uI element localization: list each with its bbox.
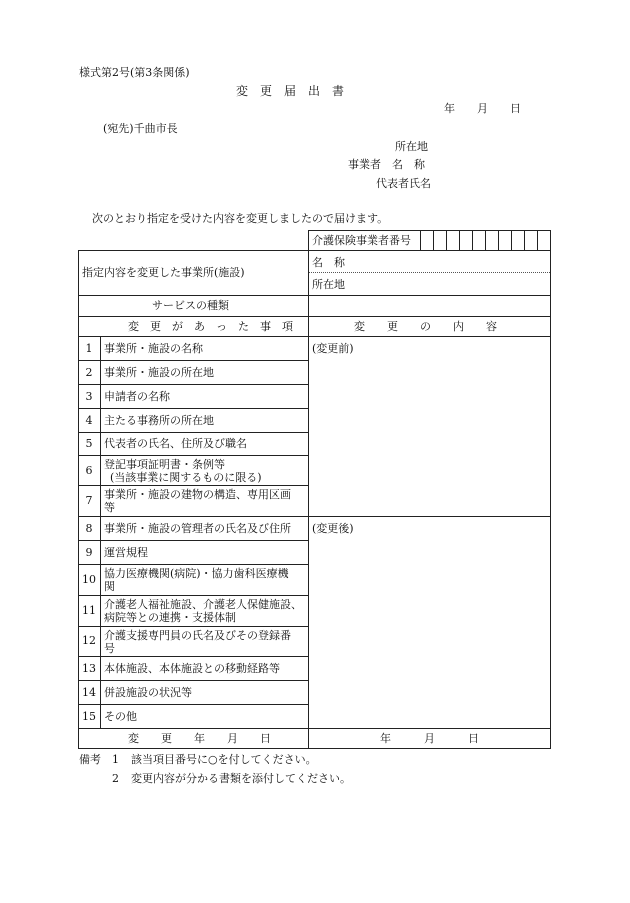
item-text-line2: 等 [104, 501, 115, 514]
item-number: 12 [82, 634, 96, 647]
form-number: 様式第2号(第3条関係) [79, 66, 190, 79]
office-address-label: 所在地 [312, 278, 345, 291]
item-number: 6 [85, 464, 93, 477]
item-text: 協力医療機関(病院)・協力歯科医療機 [104, 567, 289, 580]
item-number: 14 [82, 686, 96, 699]
item-text: その他 [104, 710, 137, 723]
note-text: 該当項目番号に○を付してください。 [131, 753, 317, 766]
applicant-rep-label: 代表者氏名 [376, 177, 431, 190]
notes-label: 備考 [79, 753, 101, 766]
item-number: 5 [85, 437, 93, 450]
note-text: 変更内容が分かる書類を添付してください。 [131, 772, 351, 785]
item-text-line2: (当該事業に関するものに限る) [110, 471, 262, 484]
insurer-number-label: 介護保険事業者番号 [312, 234, 411, 247]
item-number: 3 [85, 390, 93, 403]
office-label: 指定内容を変更した事業所(施設) [82, 266, 245, 279]
item-text: 運営規程 [104, 546, 148, 559]
item-text: 事業所・施設の名称 [104, 342, 203, 355]
item-number: 7 [85, 494, 93, 507]
item-text: 介護支援専門員の氏名及びその登録番 [104, 629, 291, 642]
change-date-value: 年 月 日 [380, 732, 479, 745]
after-label: (変更後) [312, 522, 354, 535]
items-header: 変 更 が あ っ た 事 項 [128, 320, 293, 333]
item-number: 15 [82, 710, 96, 723]
item-text: 代表者の氏名、住所及び職名 [104, 437, 247, 450]
item-number: 4 [85, 414, 93, 427]
item-text: 併設施設の状況等 [104, 686, 192, 699]
applicant-business-label: 事業者 名 称 [348, 158, 425, 171]
item-number: 10 [82, 573, 96, 586]
item-text: 介護老人福祉施設、介護老人保健施設、 [104, 598, 302, 611]
intro-text: 次のとおり指定を受けた内容を変更しましたので届けます。 [92, 212, 389, 225]
item-text-line2: 号 [104, 642, 115, 655]
before-label: (変更前) [312, 342, 354, 355]
change-date-label: 変 更 年 月 日 [128, 732, 271, 745]
item-number: 13 [82, 662, 96, 675]
item-text: 登記事項証明書・条例等 [104, 458, 225, 471]
addressee: (宛先)千曲市長 [103, 122, 178, 135]
note-number: 1 [112, 753, 119, 766]
item-number: 11 [82, 604, 96, 617]
item-text-line2: 関 [104, 580, 115, 593]
note-number: 2 [112, 772, 119, 785]
item-text: 本体施設、本体施設との移動経路等 [104, 662, 280, 675]
item-text: 事業所・施設の所在地 [104, 366, 214, 379]
page-title: 変 更 届 出 書 [236, 84, 345, 98]
date-label: 年 月 日 [444, 102, 521, 115]
content-header: 変 更 の 内 容 [354, 320, 497, 333]
item-number: 9 [85, 546, 93, 559]
item-number: 2 [85, 366, 93, 379]
item-text: 申請者の名称 [104, 390, 170, 403]
item-number: 8 [85, 522, 93, 535]
item-text-line2: 病院等との連携・支援体制 [104, 611, 236, 624]
item-text: 事業所・施設の管理者の氏名及び住所 [104, 522, 291, 535]
applicant-address-label: 所在地 [395, 140, 428, 153]
item-text: 事業所・施設の建物の構造、専用区画 [104, 488, 291, 501]
item-number: 1 [85, 342, 93, 355]
service-type-label: サービスの種類 [152, 299, 229, 312]
office-name-label: 名 称 [312, 256, 345, 269]
item-text: 主たる事務所の所在地 [104, 414, 214, 427]
